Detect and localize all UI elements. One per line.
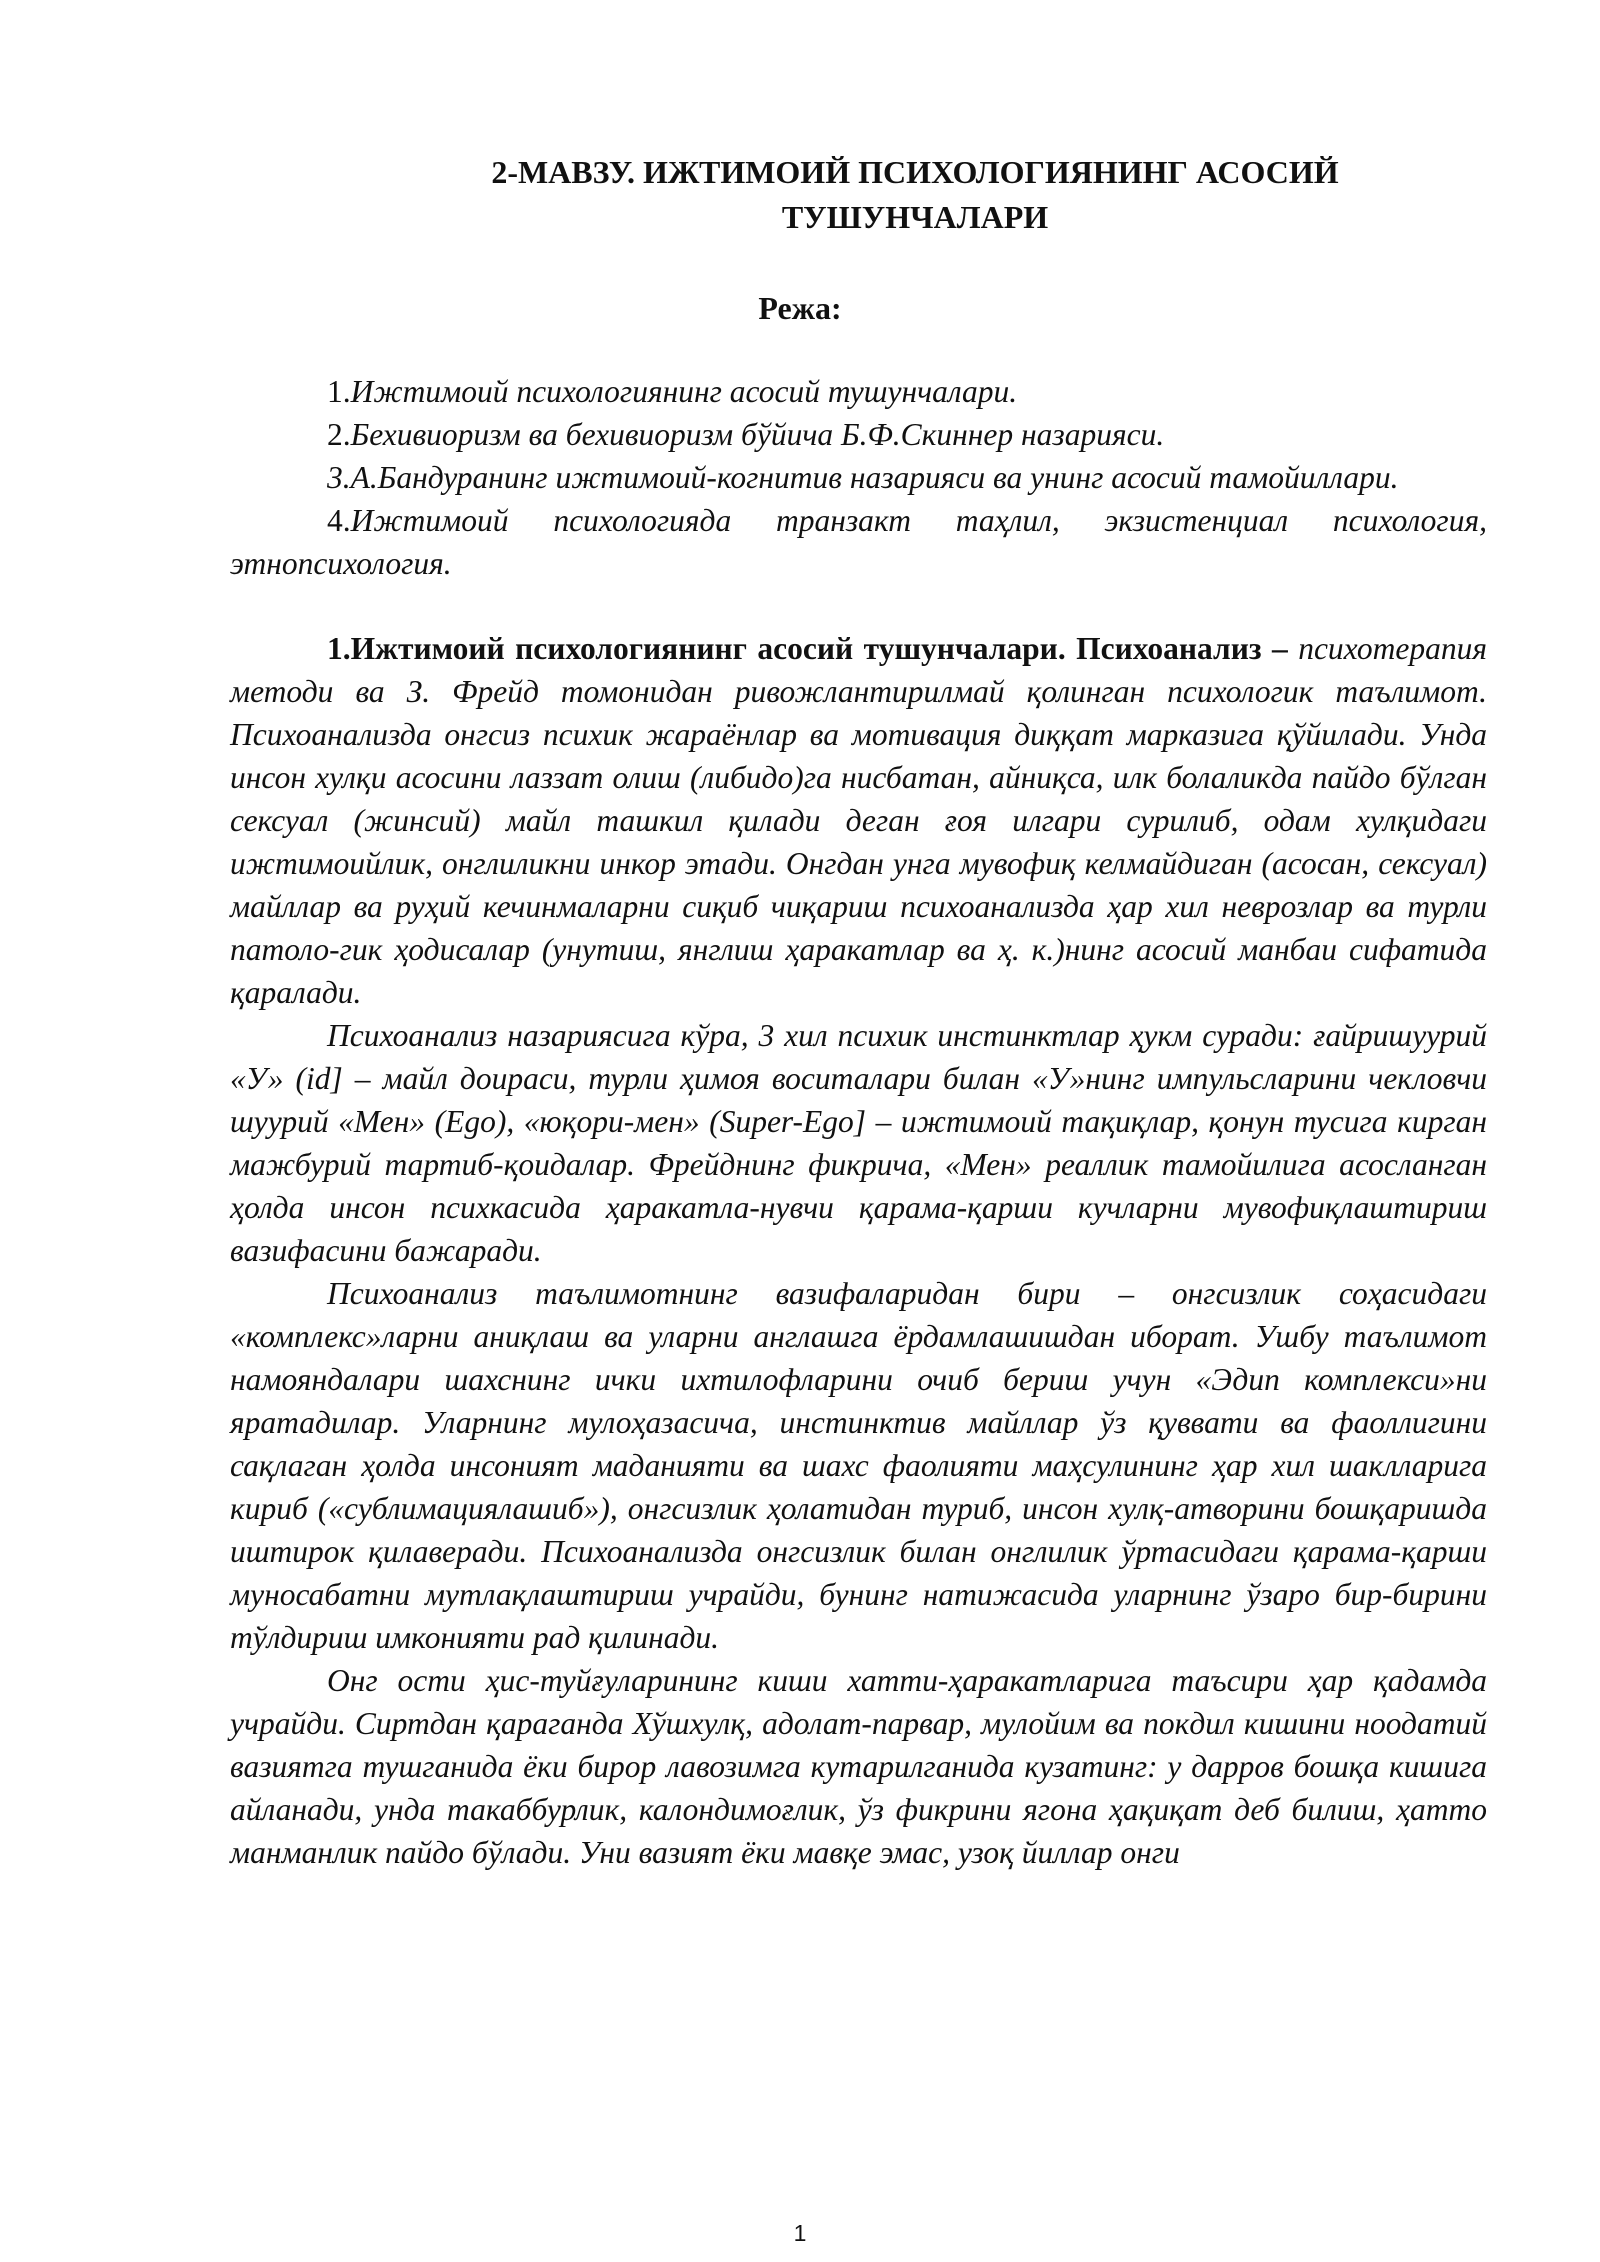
document-body (230, 370, 1487, 1874)
plan-item-text: Ижтимоий психологияда транзакт таҳлил, экзистенциал психология, этнопсихология. (230, 503, 1487, 581)
plan-item (230, 413, 1487, 456)
plan-item (230, 456, 1487, 499)
paragraph-text: психотерапия методи ва З. Фрейд томонидан ривожлантирилмай қолинган психологик таълимот. Психоанализда онгсиз психик жараёнлар ва мотивация диққат марказига қўйилади. Унда инсон хулқи асосини лаззат олиш (либидо)га нисбатан, айниқса, илк болаликда пайдо бўлган сексуал (жинсий) майл ташкил қилади деган ғоя илгари сурилиб, одам хулқидаги ижтимоийлик, онглиликни инкор этади. Онгдан унга мувофиқ келмайдиган (асосан, сексуал) майллар ва руҳий кечинмаларни сиқиб чиқариш психоанализда ҳар хил неврозлар ва турли патоло-гик ҳодисалар (унутиш, янглиш ҳаракатлар ва ҳ. к.)нинг асосий манбаи сифатида қаралади. (230, 631, 1487, 1010)
document-title: 2-МАВЗУ. ИЖТИМОИЙ ПСИХОЛОГИЯНИНГ АСОСИЙ ТУШУНЧАЛАРИ (491, 154, 1339, 235)
paragraph: Психоанализ таълимотнинг вазифаларидан бири – онгсизлик соҳасидаги «комплекс»ларни аниқлаш ва уларни англашга ёрдамлашишдан иборат. Ушбу таълимот намояндалари шахснинг ички ихтилофларини очиб бериш учун «Эдип комплекси»ни яратадилар. Уларнинг мулоҳазасича, инстинктив майллар ўз қуввати ва фаоллигини сақлаган ҳолда инсоният маданияти ва шахс фаолияти маҳсулининг ҳар хил шаклларига кириб («сублимациялашиб»), онгсизлик ҳолатидан туриб, инсон хулқ-атворини бошқаришда иштирок қилаверади. Психоанализда онгсизлик билан онглилик ўртасидаги қарама-қарши муносабатни мутлақлаштириш учрайди, бунинг натижасида уларнинг ўзаро бир-бирини тўлдириш имконияти рад қилинади. (230, 1276, 1487, 1655)
section-heading: 1.Ижтимоий психологиянинг асосий тушунчалари. Психоанализ – (327, 631, 1288, 666)
plan-item (230, 370, 1487, 413)
page-number: 1 (793, 2220, 807, 2246)
plan-item-text: А.Бандуранинг ижтимоий-когнитив назарияси ва унинг асосий тамойиллари. (350, 460, 1399, 495)
plan-item-number: 2. (327, 417, 351, 452)
paragraph: Онг ости ҳис-туйғуларининг киши хатти-ҳаракатларига таъсири ҳар қадамда учрайди. Сиртдан қараганда Хўшхулқ, адолат-парвар, мулойим ва покдил кишини ноодатий вазиятга тушганида ёки бирор лавозимга кутарилганида кузатинг: у дарров бошқа кишига айланади, унда такаббурлик, калондимоғлик, ўз фикрини ягона ҳақиқат деб билиш, ҳатто манманлик пайдо бўлади. Уни вазият ёки мавқе эмас, узоқ йиллар онги (230, 1663, 1487, 1870)
section-1 (230, 627, 1487, 1874)
plan-heading: Режа: (758, 290, 842, 326)
paragraph (230, 627, 1487, 1014)
plan-item-number: 1. (327, 374, 351, 409)
plan-item-text: Ижтимоий психологиянинг асосий тушунчалари. (350, 374, 1018, 409)
paragraph: Психоанализ назариясига кўра, 3 хил психик инстинктлар ҳукм суради: ғайришуурий «У» (id] – майл доираси, турли ҳимоя воситалари билан «У»нинг импульсларини чекловчи шуурий «Мен» (Ego), «юқори-мен» (Super-Ego] – ижтимоий тақиқлар, қонун тусига кирган мажбурий тартиб-қоидалар. Фрейднинг фикрича, «Мен» реаллик тамойилига асосланган ҳолда инсон психкасида ҳаракатла-нувчи қарама-қарши кучларни мувофиқлаштириш вазифасини бажаради. (230, 1018, 1487, 1268)
plan-item-text: Бехивиоризм ва бехивиоризм бўйича Б.Ф.Скиннер назарияси. (350, 417, 1165, 452)
plan-item-number: 3. (327, 460, 351, 495)
spacer (230, 585, 1487, 627)
plan-item-number: 4. (327, 503, 351, 538)
plan-list (230, 370, 1487, 585)
plan-item (230, 499, 1487, 585)
